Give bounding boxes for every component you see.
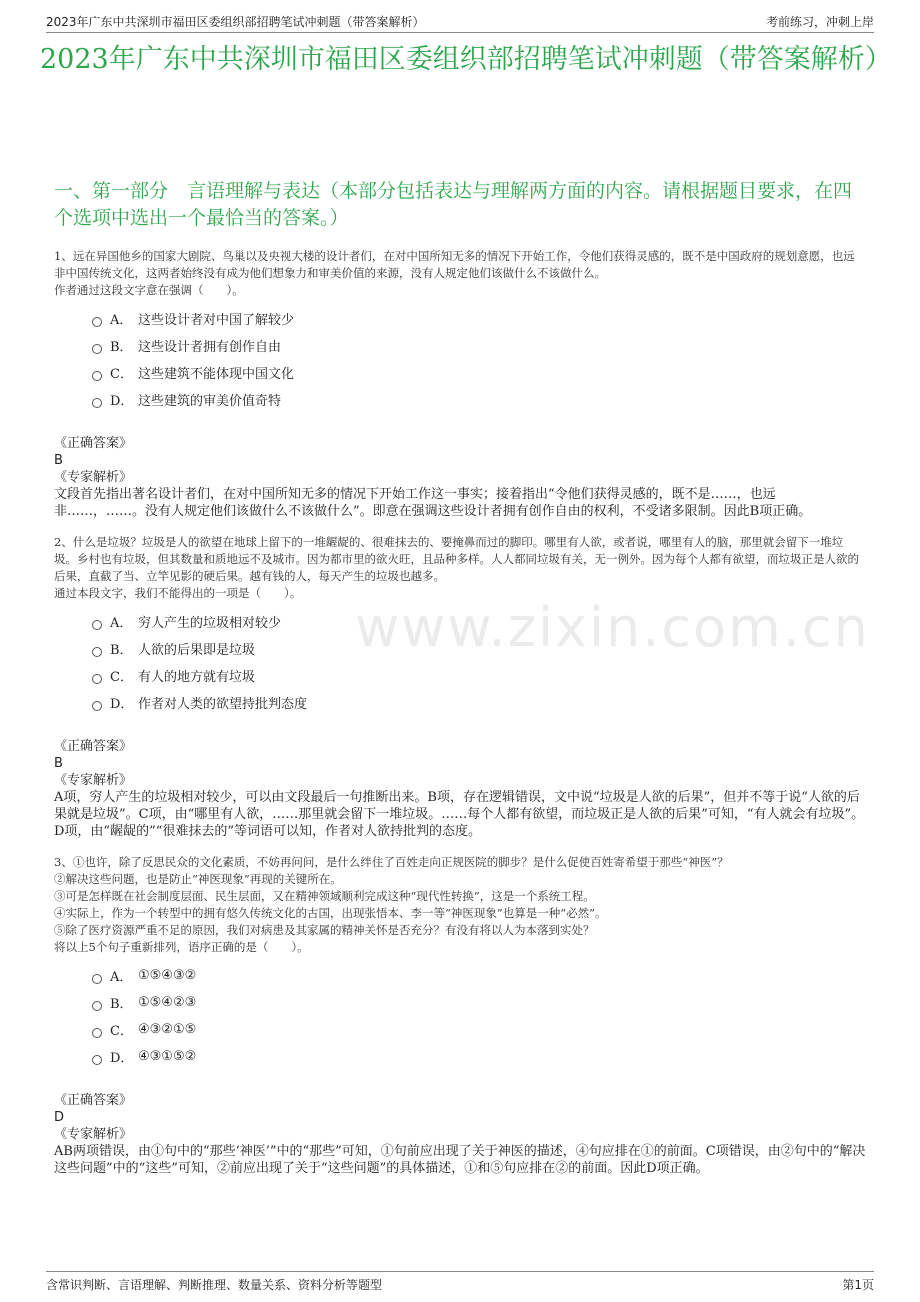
answer-label: 《正确答案》 xyxy=(54,739,133,754)
header-doc-title: 2023年广东中共深圳市福田区委组织部招聘笔试冲刺题（带答案解析） xyxy=(46,15,425,29)
answer-label: 《正确答案》 xyxy=(54,436,133,451)
option-a[interactable] xyxy=(92,962,866,989)
radio-icon[interactable] xyxy=(92,701,102,711)
option-letter: B． xyxy=(110,997,133,1012)
question-sentence: ⑤除了医疗资源严重不足的原因，我们对病患及其家属的精神关怀是否充分？有没有将以人为本落到实处？ xyxy=(54,923,595,937)
page-number: 第1页 xyxy=(842,1278,874,1292)
option-letter: C． xyxy=(110,367,133,382)
option-text: 这些设计者对中国了解较少 xyxy=(138,313,295,328)
questions-container xyxy=(54,248,866,1177)
section-heading: 一、第一部分 言语理解与表达（本部分包括表达与理解两方面的内容。请根据题目要求，在四个选项中选出一个最恰当的答案。） xyxy=(54,180,853,229)
radio-icon[interactable] xyxy=(92,674,102,684)
option-letter: C． xyxy=(110,670,133,685)
option-b[interactable] xyxy=(92,332,866,359)
option-d[interactable] xyxy=(92,689,866,716)
answer-block xyxy=(54,1092,866,1177)
option-list xyxy=(92,305,866,413)
answer-value: D xyxy=(54,1110,65,1125)
option-a[interactable] xyxy=(92,305,866,332)
question-stem: 3、①也许，除了反思民众的文化素质，不妨再问问，是什么绊住了百姓走向正规医院的脚步？是什么促使百姓寄希望于那些“神医”？ xyxy=(54,855,729,869)
answer-value: B xyxy=(54,756,63,771)
page-header xyxy=(46,10,874,33)
question-stem: 1、远在异国他乡的国家大剧院、鸟巢以及央视大楼的设计者们，在对中国所知无多的情况下开始工作，令他们获得灵感的，既不是中国政府的规划意愿，也远非中国传统文化，这两者始终没有成为他们想象力和审美价值的来源，没有人规定他们该做什么不该做什么。 xyxy=(54,249,855,280)
option-list xyxy=(92,962,866,1070)
answer-block xyxy=(54,738,866,840)
question-prompt: 通过本段文字，我们不能得出的一项是（ ）。 xyxy=(54,586,302,600)
question-stem: 2、什么是垃圾？垃圾是人的欲望在地球上留下的一堆龌龊的、很难抹去的、要掩鼻而过的脚印。哪里有人欲，或者说，哪里有人的脑，那里就会留下一堆垃圾。乡村也有垃圾，但其数量和质地远不及城市。因为都市里的欲火旺，且品种多样。人人都同垃圾有关，无一例外。因为每个人都有欲望，而垃圾正是人欲的后果，直截了当、立竿见影的硬后果。越有钱的人，每天产生的垃圾也越多。 xyxy=(54,535,859,583)
radio-icon[interactable] xyxy=(92,1028,102,1038)
watermark: www.zixin.com.cn xyxy=(355,596,870,659)
option-c[interactable] xyxy=(92,359,866,386)
radio-icon[interactable] xyxy=(92,647,102,657)
answer-block xyxy=(54,435,866,520)
radio-icon[interactable] xyxy=(92,398,102,408)
question-3 xyxy=(54,854,866,1177)
analysis-text: A项，穷人产生的垃圾相对较少，可以由文段最后一句推断出来。B项，存在逻辑错误，文中说“垃圾是人欲的后果”，但并不等于说“人欲的后果就是垃圾”。C项，由“哪里有人欲，……那里就会留下一堆垃圾。……每个人都有欲望，而垃圾正是人欲的后果”可知，“有人就会有垃圾”。D项，由“龌龊的”“很难抹去的”等词语可以知，作者对人欲持批判的态度。 xyxy=(54,790,865,839)
question-prompt: 作者通过这段文字意在强调（ ）。 xyxy=(54,283,244,297)
option-letter: B． xyxy=(110,340,133,355)
option-text: ④③①⑤② xyxy=(138,1049,197,1064)
option-letter: A． xyxy=(110,970,133,985)
option-text: 这些建筑不能体现中国文化 xyxy=(138,367,295,382)
option-d[interactable] xyxy=(92,1043,866,1070)
footer-topics: 含常识判断、言语理解、判断推理、数量关系、资料分析等题型 xyxy=(46,1278,383,1292)
radio-icon[interactable] xyxy=(92,344,102,354)
question-1 xyxy=(54,248,866,520)
radio-icon[interactable] xyxy=(92,974,102,984)
document-title: 2023年广东中共深圳市福田区委组织部招聘笔试冲刺题（带答案解析） xyxy=(40,44,892,75)
option-text: ①⑤④②③ xyxy=(138,995,197,1010)
analysis-label: 《专家解析》 xyxy=(54,773,133,788)
header-slogan: 考前练习，冲刺上岸 xyxy=(765,15,874,29)
question-prompt: 将以上5个句子重新排列，语序正确的是（ ）。 xyxy=(54,940,309,954)
question-2 xyxy=(54,534,866,840)
option-text: 这些设计者拥有创作自由 xyxy=(138,340,282,355)
analysis-label: 《专家解析》 xyxy=(54,1127,133,1142)
option-letter: D． xyxy=(110,394,134,409)
option-c[interactable] xyxy=(92,662,866,689)
option-letter: D． xyxy=(110,1051,134,1066)
analysis-text: AB两项错误，由①句中的“那些‘神医’”中的“那些”可知，①句前应出现了关于神医的描述，④句应排在①的前面。C项错误，由②句中的“解决这些问题”中的“这些”可知，②前应出现了关于“这些问题”的具体描述，①和⑤句应排在②的前面。因此D项正确。 xyxy=(54,1144,866,1176)
radio-icon[interactable] xyxy=(92,1001,102,1011)
option-letter: C． xyxy=(110,1024,133,1039)
option-c[interactable] xyxy=(92,1016,866,1043)
option-text: 这些建筑的审美价值奇特 xyxy=(138,394,282,409)
option-text: 作者对人类的欲望持批判态度 xyxy=(138,697,308,712)
answer-label: 《正确答案》 xyxy=(54,1093,133,1108)
option-text: 人欲的后果即是垃圾 xyxy=(138,643,256,658)
radio-icon[interactable] xyxy=(92,1055,102,1065)
option-b[interactable] xyxy=(92,989,866,1016)
radio-icon[interactable] xyxy=(92,371,102,381)
option-list xyxy=(92,608,866,716)
question-sentence: ②解决这些问题，也是防止“神医现象”再现的关键所在。 xyxy=(54,872,342,886)
question-sentence: ③可是怎样既在社会制度层面、民生层面，又在精神领域顺利完成这种“现代性转换”，这是一个系统工程。 xyxy=(54,889,595,903)
option-text: ①⑤④③② xyxy=(138,968,197,983)
option-text: 穷人产生的垃圾相对较少 xyxy=(138,616,282,631)
analysis-label: 《专家解析》 xyxy=(54,470,133,485)
answer-value: B xyxy=(54,453,63,468)
option-d[interactable] xyxy=(92,386,866,413)
page-footer xyxy=(46,1271,874,1292)
option-letter: A． xyxy=(110,616,133,631)
radio-icon[interactable] xyxy=(92,620,102,630)
radio-icon[interactable] xyxy=(92,317,102,327)
option-a[interactable] xyxy=(92,608,866,635)
analysis-text: 文段首先指出著名设计者们，在对中国所知无多的情况下开始工作这一事实；接着指出“令他们获得灵感的，既不是……，也远非……，……。没有人规定他们该做什么不该做什么”。即意在强调这些设计者拥有创作自由的权利，不受诸多限制。因此B项正确。 xyxy=(54,487,812,519)
option-letter: B． xyxy=(110,643,133,658)
option-letter: A． xyxy=(110,313,133,328)
option-text: ④③②①⑤ xyxy=(138,1022,197,1037)
option-letter: D． xyxy=(110,697,134,712)
question-sentence: ④实际上，作为一个转型中的拥有悠久传统文化的古国，出现张悟本、李一等“神医现象”也算是一种“必然”。 xyxy=(54,906,607,920)
option-text: 有人的地方就有垃圾 xyxy=(138,670,256,685)
option-b[interactable] xyxy=(92,635,866,662)
